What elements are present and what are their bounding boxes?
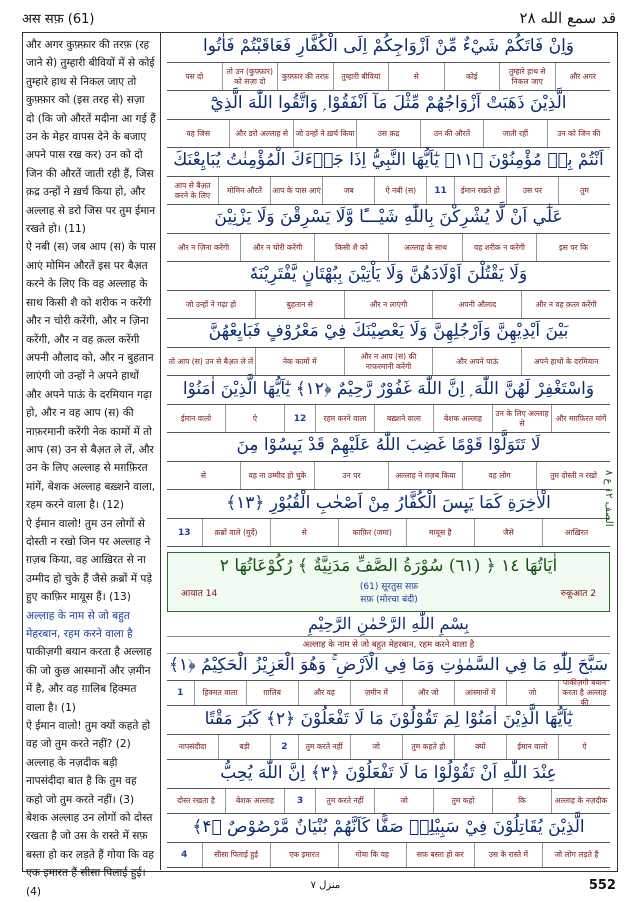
surah-name-meaning: सफ़ (मोरचा बंदी) [360,595,418,605]
word-translation-cell: रहम करने वाला [315,405,374,432]
word-translation-cell: जो [350,735,402,759]
word-translation-cell: उन को जिन की [547,120,610,147]
word-translation-cell: जो उन्हों ने ख़र्च किया [293,120,356,147]
word-translation-cell: अपने हाथों के दरमियान [521,348,610,375]
verse-arabic: وَلَا يَقْتُلْنَ اَوْلَادَهُنَّ وَلَا يَاْتِيْنَ بِبُهْتَانٍ يَّفْتَرِيْنَهٗ [249,264,528,284]
verse-arabic: عَلٰٓي اَنْ لَّا يُشْرِكْنَ بِاللّٰهِ شَيْـــًٔا وَّلَا يَسْرِقْنَ وَلَا يَزْنِيْنَ [214,207,563,227]
word-translation-cell: तो उन (कुफ़्फ़ार) को सज़ा दो [222,63,278,90]
word-translation-cell: दोस्त रखता है [177,796,215,805]
word-translation-cell: कुफ़्फ़ार की तरफ़ [277,63,333,90]
translation-paragraph: ऐ नबी (स) जब आप (स) के पास आएं मोमिन औरतें इस पर बैअ़त करने के लिए कि वह अल्लाह के साथ किसी शै को शरीक न करेंगी और न चोरी करेंगी, और न ज़िना करेंगी, और न वह क़त्ल करेंगी अपनी औलाद को, और न बुहतान लाएंगी जो उन्हों ने अपने हाथों और अपने पाऊं के दरमियान गढ़ा हो, और न वह आप (स) की नाफ़रमानी करेंगी नेक कामों में तो आप (स) उन से बैअ़त ले लें, और उन के लिए अल्लाह से मग़फ़िरत मांगें, बेशक अल्लाह बख़्शने वाला, रहम करने वाला है। (12) [26,241,156,512]
verse-arabic: وَاسْتَغْفِرْ لَهُنَّ اللّٰهَ ۭ اِنَّ اللّٰهَ غَفُوْرٌ رَّحِيْمٌ ﴿۱۲﴾ يٰٓاَيُّهَا الَّذِيْنَ اٰمَنُوْا [182,379,595,399]
surah-name: (61) सूरतुस सफ़ [359,582,419,592]
word-translation-cell: उन के लिए अल्लाह से [492,405,551,432]
word-translation-cell: 2 [270,735,298,759]
surah-ayaat: आयात 14 [181,588,218,599]
word-translation-cell: सफ़ बस्ता हो कर [406,843,474,867]
word-translation-row [167,404,610,433]
word-translation-cell: आस्मानों में [454,681,506,705]
word-translation-cell: वह जिस [186,128,210,138]
word-translation-cell: और डरो अल्लाह से [229,120,292,147]
verse-arabic: الْاٰخِرَةِ كَمَا يَىِٕسَ الْكُفَّارُ مِنْ اَصْحٰبِ الْقُبُوْرِ ﴿۱۳﴾ [226,493,551,513]
word-translation-row [167,461,610,490]
word-translation-cell: तो आप (स) उन से बैअ़त ले लें [168,356,254,366]
page-footer [22,874,616,896]
word-translation-cell: जो [374,789,433,813]
word-translation-cell: ऐ [558,735,610,759]
word-translation-cell: और न चोरी करेंगी [240,234,314,261]
bismillah-arabic: بِسْمِ اللّٰهِ الرَّحْمٰنِ الرَّحِيْمِ [308,614,469,633]
word-translation-cell: बड़ी [218,735,270,759]
word-translation-cell: नेक कामों में [255,348,344,375]
word-translation-row [167,680,610,706]
word-translation-cell: तुम्हारी बीवियां [333,63,389,90]
translation-paragraph: और अगर कुफ़्फ़ार की तरफ़ (रह जाने से) तुम्हारी बीवियों में से कोई तुम्हारे हाथ से निकल जाए तो कुफ़्फ़ार को (इस तरह से) सज़ा दो (कि जो औरतें मदीना आ गई हैं उन के मेहर वापस देने के बजाए अपने पास रख कर) उन को दो जिन की औरतें जाती रही हैं, जिस क़द्र उन्हों ने ख़र्च किया हो, और अल्लाह से डरो जिस पर तुम ईमान रखते हो। (11) [26,39,156,236]
translation-bismillah: अल्लाह के नाम से जो बहुत मेहरबान, रहम करने वाला है [26,609,133,640]
word-translation-cell: तुम दोस्ती न रखो [536,462,610,489]
word-translation-cell: से [200,470,207,480]
word-translation-cell: 11 [426,177,454,204]
word-translation-cell: वह शरीक न करेंगी [462,234,536,261]
word-translation-cell: तुम्हारे हाथ से निकल जाए [499,63,555,90]
translation-paragraph: ऐ ईमान वालो! तुम उन लोगों से दोस्ती न रखो जिन पर अल्लाह ने ग़ज़ब किया, वह आख़िरत से ना उम्मीद हो चुके हैं जैसे क़ब्रों में पड़े हुए काफ़िर मायूस हैं। (13) [26,517,153,604]
word-translation-cell: वह ना उम्मीद हो चुके [240,462,314,489]
word-translation-row [167,62,610,91]
word-translation-cell: ऐ [225,405,284,432]
word-translation-cell: नापसंदीदा [178,742,207,751]
word-translation-cell: हिक्मत वाला [194,681,246,705]
word-translation-cell: पाकीज़गी बयान करता है अल्लाह की [558,681,610,705]
word-translation-cell: और न आप (स) की नाफ़रमानी करेंगी [344,348,433,375]
word-translation-cell: बेशक अल्लाह [225,789,284,813]
word-translation-cell: तुम करते नहीं [315,789,374,813]
word-translation-row [167,233,610,262]
verse-arabic: يٰٓاَيُّهَا الَّذِيْنَ اٰمَنُوْا لِمَ تَقُوْلُوْنَ مَا لَا تَفْعَلُوْنَ ﴿۲﴾ كَبُرَ مَقْتًا [204,709,573,729]
word-translation-cell: 1 [177,688,184,698]
word-translation-cell: आप के पास आएं [270,177,322,204]
word-translation-cell: 12 [284,405,315,432]
word-translation-cell: उस पर [506,177,558,204]
translation-paragraph: बेशक अल्लाह उन लोगों को दोस्त रखता है जो उस के रास्ते में सफ़ बस्ता हो कर लड़ते हैं गोया कि वह एक इमारत हैं सीसा पिलाई हुई। (4) [26,812,154,898]
word-translation-cell: एक इमारत [270,843,338,867]
word-translation-cell: जो [506,681,558,705]
verse-arabic: عِنْدَ اللّٰهِ اَنْ تَقُوْلُوْا مَا لَا تَفْعَلُوْنَ ﴿۳﴾ اِنَّ اللّٰهَ يُحِبُّ [220,763,557,783]
word-translation-cell: कोई [444,63,500,90]
word-translation-cell: ऐ नबी (स) [374,177,426,204]
word-translation-cell: कि [492,789,551,813]
word-translation-cell: ईमान वालो [180,413,212,423]
word-translation-cell: इस पर कि [536,234,610,261]
word-translation-cell: तुम करते नहीं [298,735,350,759]
word-translation-cell: तुम कहो [433,789,492,813]
word-translation-cell: जाती रहीं [483,120,546,147]
translation-paragraph: ऐ ईमान वालो! तुम क्यों कहते हो वह जो तुम करते नहीं? (2) अल्लाह के नज़दीक बड़ी नापसंदीदा बात है कि तुम वह कहो जो तुम करते नहीं। (3) [26,720,151,806]
word-translation-cell: ईमान रखते हो [454,177,506,204]
word-translation-cell: से [388,63,444,90]
word-translation-cell: जैसे [474,519,542,546]
word-translation-cell: ईमान वालो [506,735,558,759]
word-translation-cell: गोया कि वह [338,843,406,867]
word-translation-cell: बख़्शने वाला [374,405,433,432]
word-translation-cell: अपनी औलाद [432,291,521,318]
word-translation-cell: ज़मीन में [350,681,402,705]
surah-title: اٰيَاتُهَا ١٤ ﴿ (٦١) سُوْرَةُ الصَّفِّ مَدَنِيَّةٌ ﴾ رُكُوْعَاتُهَا ٢ [219,556,558,576]
verse-arabic: اَنْتُمْ بِهٖ مُؤْمِنُوْنَ ﴿۱۱﴾ يٰٓاَيُّهَا النَّبِيُّ اِذَا جَاۗءَكَ الْمُؤْمِنٰتُ يُبَايِعْنَكَ [173,150,604,170]
word-translation-cell: सीसा पिलाई हुई [202,843,270,867]
word-translation-cell: किसी शै को [314,234,388,261]
word-translation-cell: ग़ालिब [246,681,298,705]
word-translation-row [167,119,610,148]
word-translation-cell: तुम कहते हो [402,735,454,759]
word-translation-cell: और मग़फ़िरत मांगें [551,405,610,432]
word-translation-cell: से [270,519,338,546]
header-juz-name: قد سمع الله ٢٨ [519,9,616,27]
word-translation-row [167,734,610,760]
word-translation-cell: तुम [558,177,610,204]
word-translation-cell: जो लोग लड़ते हैं [542,843,610,867]
verse-arabic: الَّذِيْنَ يُقَاتِلُوْنَ فِيْ سَبِيْلِهٖ صَفًّا كَاَنَّهُمْ بُنْيَانٌ مَّرْصُوْصٌ ﴿۴﴾ [192,817,585,837]
translation-paragraph: पाकीज़गी बयान करता है अल्लाह की जो कुछ आस्मानों और ज़मीन में है, और वह ग़ालिब हिक्मत वाला है। (1) [26,646,152,714]
word-translation-cell: जब [322,177,374,204]
word-translation-cell: आख़िरत [542,519,610,546]
word-translation-cell: बुहतान से [255,291,344,318]
surah-name-box [360,579,418,605]
ruku-marker: الصف ١٢ ع ٨ [603,470,614,527]
word-translation-cell: अल्लाह के नज़दीक [551,789,610,813]
word-translation-cell: 3 [284,789,315,813]
word-translation-cell: और न वह क़त्ल करेंगी [521,291,610,318]
word-translation-cell: और वह [298,681,350,705]
verse-arabic: وَاِنْ فَاتَكُمْ شَيْءٌ مِّنْ اَزْوَاجِكُمْ اِلَى الْكُفَّارِ فَعَاقَبْتُمْ فَاٰتُوا [202,36,575,56]
word-translation-cell: उन की औरतें [420,120,483,147]
word-translation-cell: अल्लाह ने ग़ज़ब किया [388,462,462,489]
verse-arabic: الَّذِيْنَ ذَهَبَتْ اَزْوَاجُهُمْ مِّثْلَ مَآ اَنْفَقُوْا ۭ وَاتَّقُوا اللّٰهَ الَّذِيْٓ [210,93,567,113]
word-translation-cell: बेशक अल्लाह [433,405,492,432]
word-translation-cell: क्यों [454,735,506,759]
word-translation-cell: और न लाएंगी [344,291,433,318]
header-surah-name: अस सफ़ (61) [22,12,95,27]
word-translation-cell: अल्लाह के साथ [388,234,462,261]
word-translation-cell: उन पर [314,462,388,489]
word-translation-row [167,788,610,814]
word-translation-row [167,842,610,868]
word-translation-cell: और अपने पाऊं [432,348,521,375]
word-translation-cell: और न ज़िना करेंगी [177,242,230,252]
word-translation-cell: 4 [181,850,188,860]
surah-rukuaat: रुकूआत 2 [560,588,596,599]
word-translation-cell: जो उन्हों ने गढ़ा हो [185,299,237,309]
surah-info [167,578,610,606]
word-translation-cell: और अगर [555,63,611,90]
word-translation-cell: 13 [178,527,191,538]
word-translation-cell: मोमिन औरतें [218,177,270,204]
verse-arabic: سَبَّحَ لِلّٰهِ مَا فِي السَّمٰوٰتِ وَمَا فِي الْاَرْضِ ۚ وَهُوَ الْعَزِيْزُ الْحَكِيْمُ ﴿۱﴾ [168,655,609,675]
verse-arabic: بَيْنَ اَيْدِيْهِنَّ وَاَرْجُلِهِنَّ وَلَا يَعْصِيْنَكَ فِيْ مَعْرُوْفٍ فَبَايِعْهُنَّ [208,321,569,341]
word-translation-row [167,176,610,205]
bismillah-translation: अल्लाह के नाम से जो बहुत मेहरबान, रहम करने वाला है [167,636,610,654]
word-translation-cell: पस दो [185,71,204,81]
manzil-label: منزل ٧ [310,879,341,891]
word-translation-row [167,290,610,319]
word-translation-cell: वह लोग [462,462,536,489]
word-translation-row [167,347,610,376]
page-header [22,6,616,30]
page-number: 552 [588,877,616,893]
word-translation-cell: और जो [402,681,454,705]
arabic-interlinear-column [161,32,616,870]
hindi-translation-column [26,36,156,898]
word-translation-cell: क़ब्रों वाले (मुर्दे) [202,519,270,546]
word-translation-cell: उस क़द्र [356,120,419,147]
word-translation-cell: आप से बैअ़त करने के लिए [174,180,211,200]
word-translation-cell: उस के रास्ते में [474,843,542,867]
word-translation-cell: काफ़िर (जमा) [338,519,406,546]
word-translation-cell: मायूस है [406,519,474,546]
verse-arabic: لَا تَتَوَلَّوْا قَوْمًا غَضِبَ اللّٰهُ عَلَيْهِمْ قَدْ يَىِٕسُوْا مِنَ [236,435,541,455]
word-translation-row [167,518,610,547]
